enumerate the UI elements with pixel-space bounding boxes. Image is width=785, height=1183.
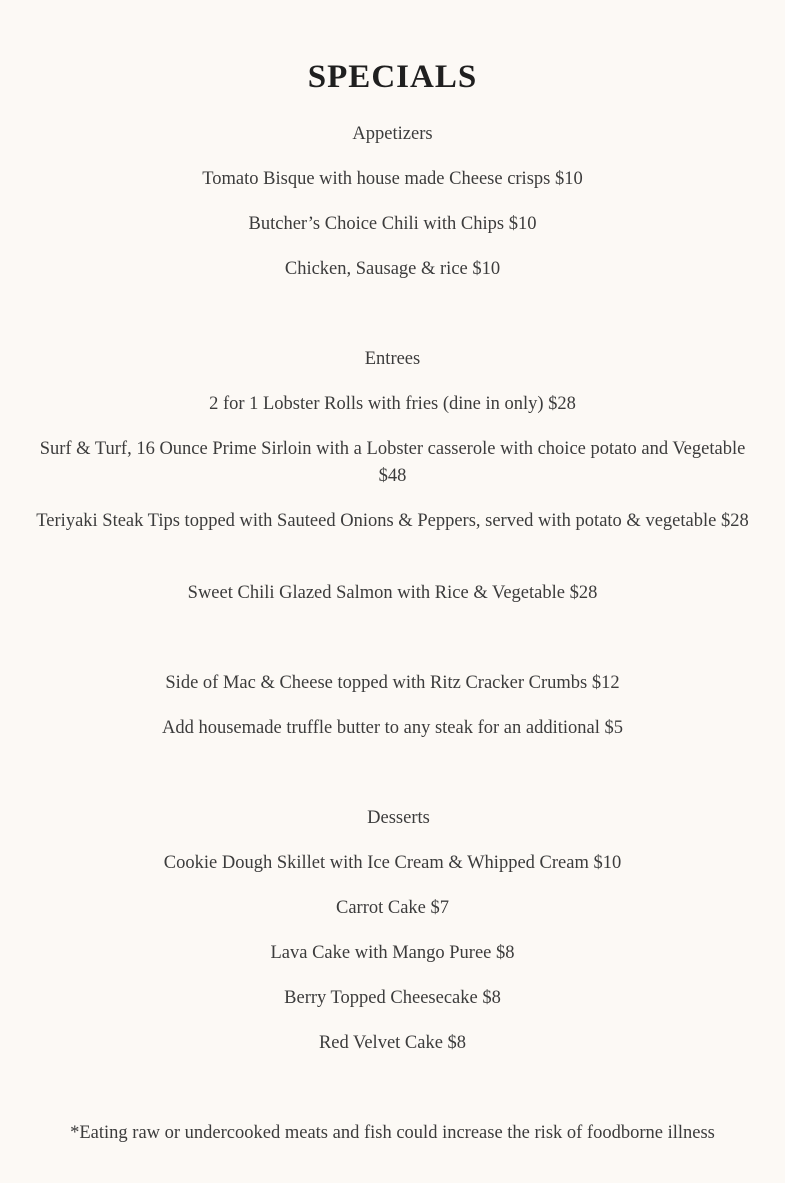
entree-item: Surf & Turf, 16 Ounce Prime Sirloin with a Lobster casserole with choice potato and Vegetable $48 <box>39 439 746 486</box>
extra-item: Add housemade truffle butter to any steak for an additional $5 <box>161 718 623 738</box>
appetizer-item: Chicken, Sausage & rice $10 <box>284 259 501 279</box>
food-safety-disclaimer: *Eating raw or undercooked meats and fish could increase the risk of foodborne illness <box>70 1123 715 1143</box>
entree-item: Sweet Chili Glazed Salmon with Rice & Vegetable $28 <box>187 583 598 603</box>
appetizers-heading: Appetizers <box>352 124 433 144</box>
dessert-item: Cookie Dough Skillet with Ice Cream & Whipped Cream $10 <box>163 853 622 873</box>
extra-item: Side of Mac & Cheese topped with Ritz Cracker Crumbs $12 <box>165 673 620 693</box>
dessert-item: Lava Cake with Mango Puree $8 <box>270 943 515 963</box>
appetizer-item: Tomato Bisque with house made Cheese crisps $10 <box>202 169 583 189</box>
entree-item: Teriyaki Steak Tips topped with Sauteed Onions & Peppers, served with potato & vegetable $28 <box>36 511 749 531</box>
dessert-item: Red Velvet Cake $8 <box>318 1033 467 1053</box>
appetizer-item: Butcher’s Choice Chili with Chips $10 <box>248 214 537 234</box>
dessert-item: Berry Topped Cheesecake $8 <box>284 988 501 1008</box>
dessert-item: Carrot Cake $7 <box>335 898 450 918</box>
page-title: SPECIALS <box>307 59 478 95</box>
entrees-heading: Entrees <box>364 349 421 369</box>
entree-item: 2 for 1 Lobster Rolls with fries (dine in only) $28 <box>209 394 576 414</box>
desserts-heading: Desserts <box>367 808 430 828</box>
